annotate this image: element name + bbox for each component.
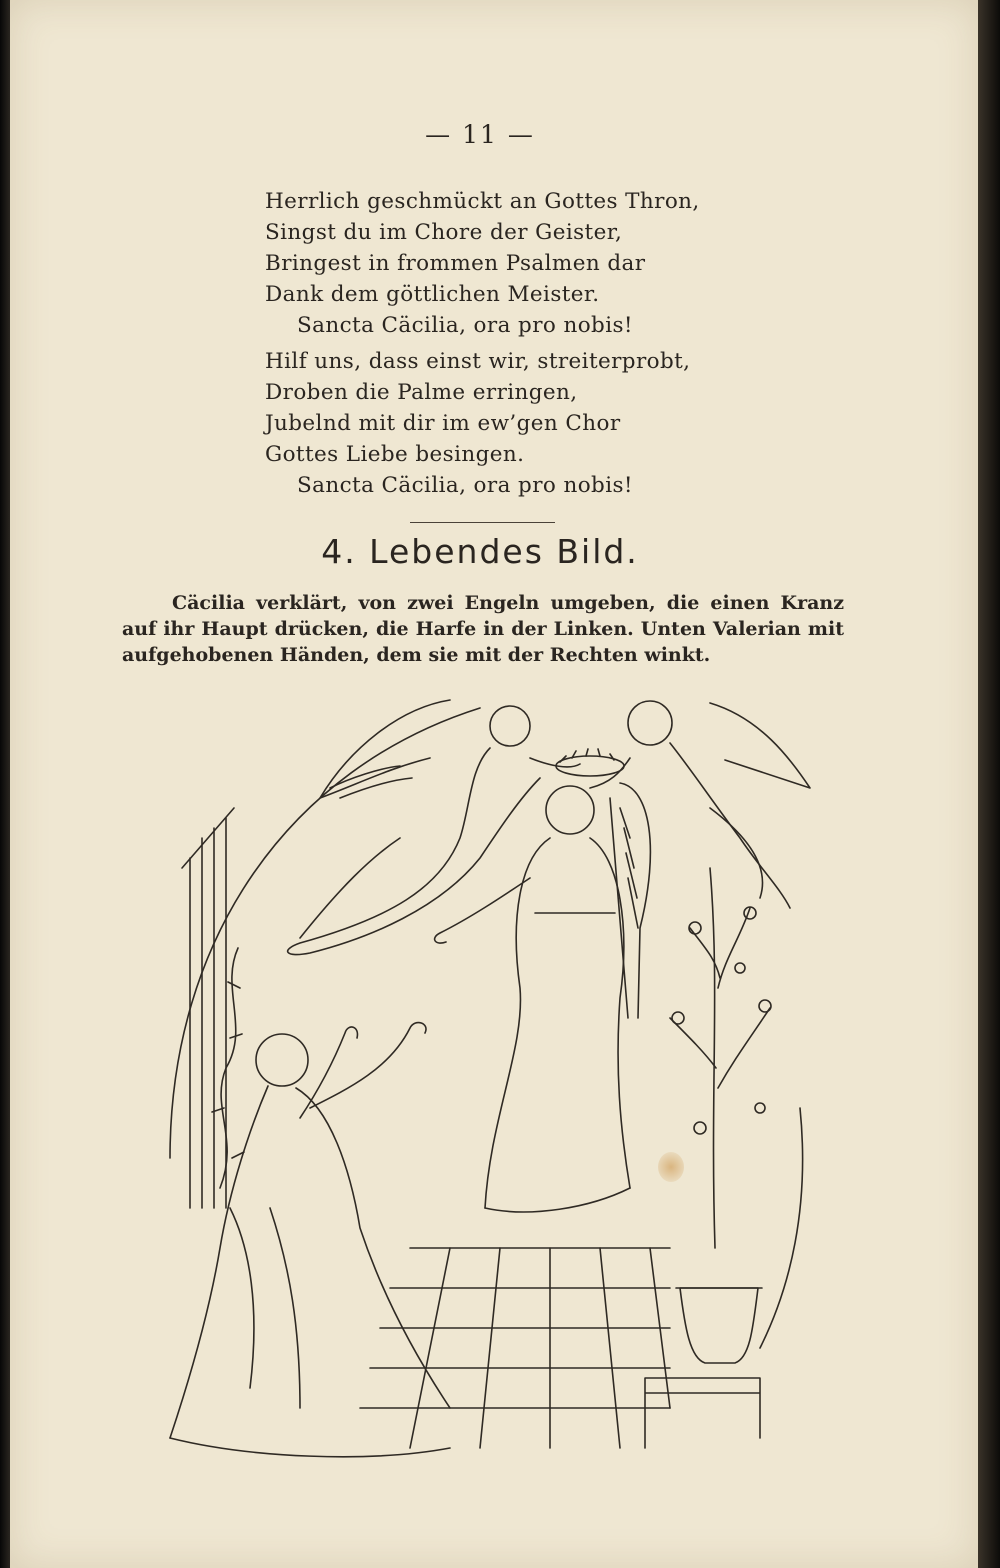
poem-line: Hilf uns, dass einst wir, streiterprobt,	[265, 349, 691, 374]
right-angel	[590, 701, 810, 908]
harp	[610, 783, 650, 1018]
poem-stanza-2	[265, 346, 785, 501]
engraving-illustration	[150, 688, 830, 1478]
paper-stain	[658, 1152, 684, 1182]
page-number: — 11 —	[425, 120, 535, 149]
poem-line: Dank dem göttlichen Meister.	[265, 282, 600, 307]
section-divider	[410, 522, 555, 523]
tiled-floor	[360, 1248, 670, 1448]
column	[182, 808, 234, 1208]
page-edge	[978, 0, 1000, 1568]
vine	[220, 948, 238, 1188]
poem-line: Jubelnd mit dir im ew’gen Chor	[265, 411, 621, 436]
section-heading: 4. Lebendes Bild.	[321, 532, 639, 571]
poem-line: Herrlich geschmückt an Gottes Thron,	[265, 189, 700, 214]
poem-refrain: Sancta Cäcilia, ora pro nobis!	[297, 473, 633, 498]
book-spine	[0, 0, 10, 1568]
left-angel	[288, 700, 580, 955]
scene-description: Cäcilia verklärt, von zwei Engeln umgeben, die einen Kranz auf ihr Haupt drücken, die Harfe in der Linken. Unten Valerian mit aufgehobenen Händen, dem sie mit der Rechten winkt.	[122, 592, 844, 666]
valerian-figure	[170, 1023, 450, 1457]
potted-plant	[670, 868, 771, 1363]
poem-line: Gottes Liebe besingen.	[265, 442, 525, 467]
poem-line: Bringest in frommen Psalmen dar	[265, 251, 646, 276]
poem-line: Singst du im Chore der Geister,	[265, 220, 623, 245]
pedestal	[645, 1378, 760, 1448]
poem-refrain: Sancta Cäcilia, ora pro nobis!	[297, 313, 633, 338]
cecilia-figure	[435, 786, 630, 1212]
arch-outline	[170, 708, 480, 1158]
poem-line: Droben die Palme erringen,	[265, 380, 578, 405]
poem-stanza-1	[265, 186, 785, 341]
engraving-icon	[150, 688, 830, 1478]
arch-outline-right	[760, 1108, 803, 1348]
